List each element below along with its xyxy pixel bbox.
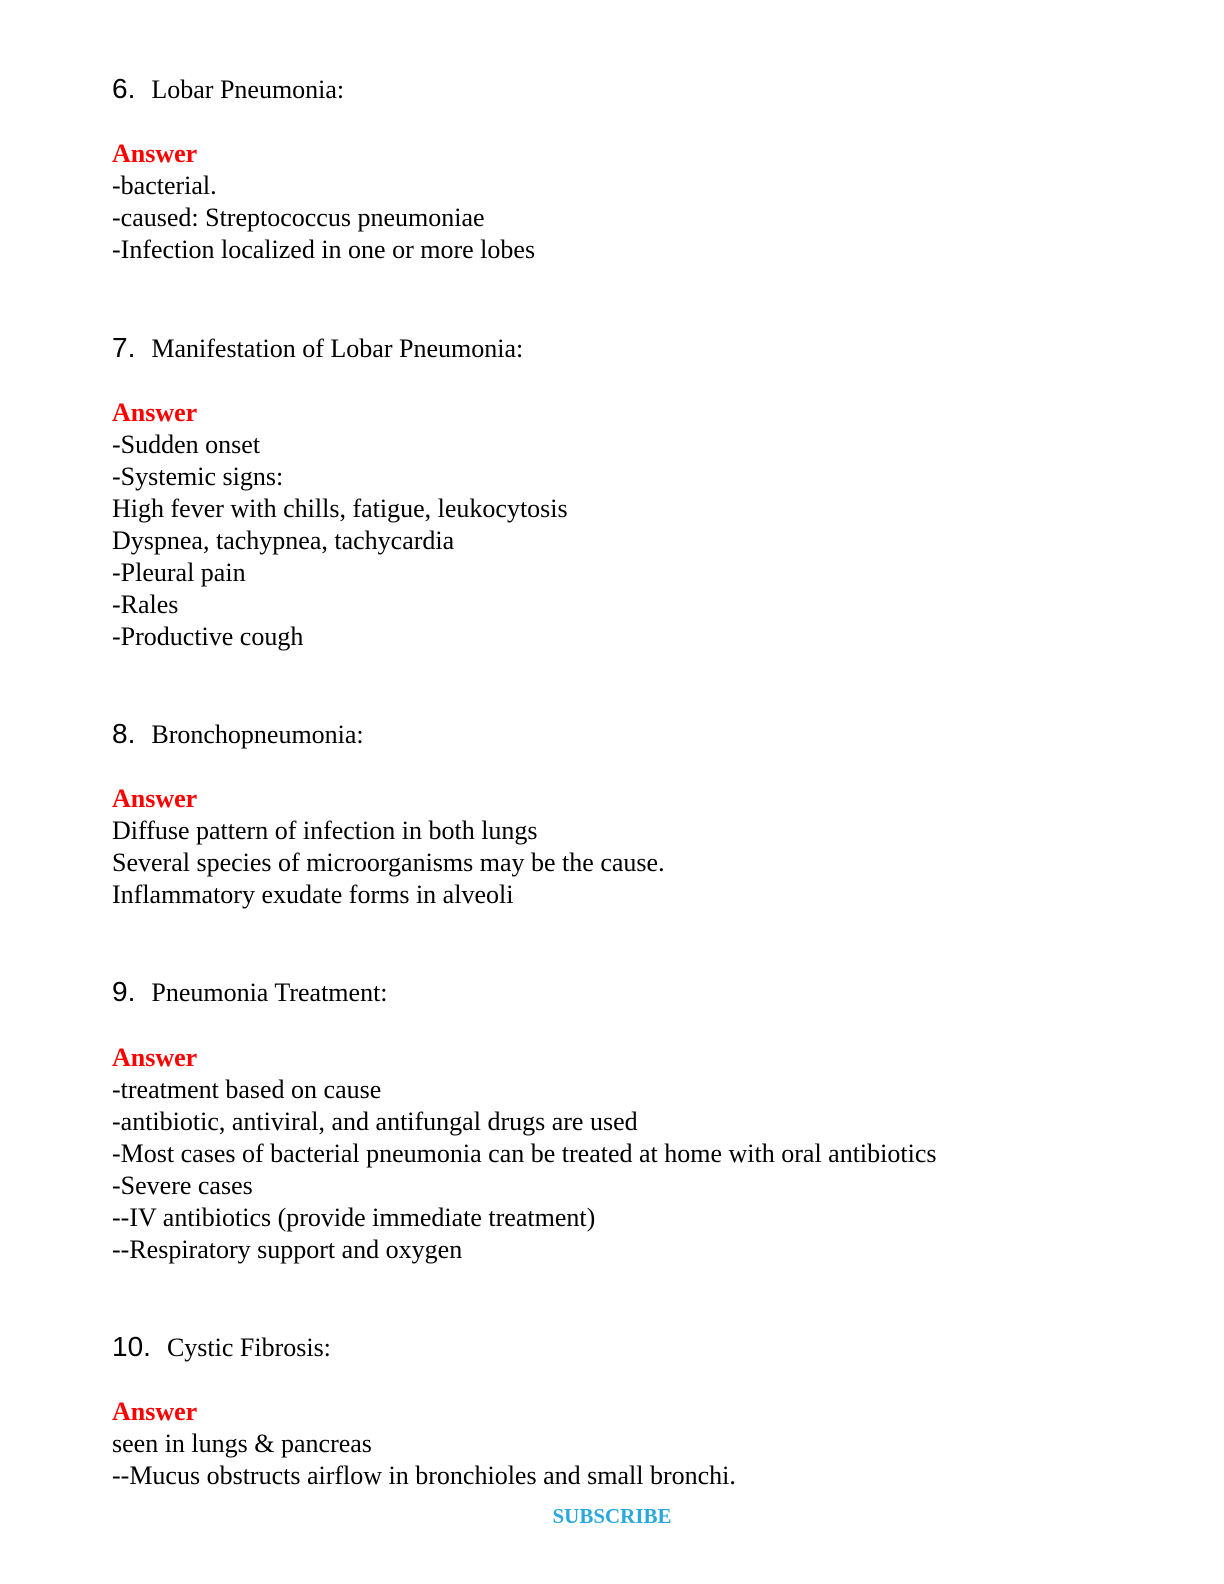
question-title: Pneumonia Treatment: [151,978,388,1007]
answer-lines [112,170,1112,266]
answer-line: Diffuse pattern of infection in both lungs [112,816,538,845]
subscribe-link[interactable]: SUBSCRIBE [552,1504,672,1528]
question-title: Bronchopneumonia: [151,720,364,749]
answer-lines [112,815,1112,911]
answer-line: -treatment based on cause [112,1075,382,1104]
answer-label: Answer [112,784,198,813]
answer-lines [112,1428,1112,1492]
question-heading [112,1331,331,1368]
answer-line: Several species of microorganisms may be the cause. [112,848,665,877]
question-number: 8. [112,718,136,749]
answer-label: Answer [112,139,198,168]
answer-line: High fever with chills, fatigue, leukocytosis [112,494,568,523]
question-title: Cystic Fibrosis: [166,1333,331,1362]
answer-line: -Sudden onset [112,430,261,459]
answer-label: Answer [112,398,198,427]
question-number: 7. [112,332,136,363]
answer-label: Answer [112,1043,198,1072]
answer-line: -Rales [112,590,179,619]
answer-block [112,397,1112,653]
answer-label: Answer [112,1397,198,1426]
answer-lines [112,429,1112,653]
question-heading [112,976,388,1013]
answer-line: Dyspnea, tachypnea, tachycardia [112,526,455,555]
answer-block [112,1042,1112,1266]
answer-line: -Systemic signs: [112,462,284,491]
answer-lines [112,1074,1112,1266]
answer-line: -Pleural pain [112,558,246,587]
answer-block [112,138,1112,266]
question-number: 10. [112,1331,151,1362]
question-heading [112,332,523,369]
answer-line: --IV antibiotics (provide immediate treatment) [112,1203,596,1232]
question-heading [112,73,344,110]
question-number: 9. [112,976,136,1007]
answer-line: -Productive cough [112,622,304,651]
answer-block [112,783,1112,911]
answer-line: -Most cases of bacterial pneumonia can be treated at home with oral antibiotics [112,1139,937,1168]
question-heading [112,718,364,755]
answer-line: -Severe cases [112,1171,253,1200]
answer-line: -caused: Streptococcus pneumoniae [112,203,485,232]
answer-line: --Mucus obstructs airflow in bronchioles and small bronchi. [112,1461,736,1490]
answer-line: -antibiotic, antiviral, and antifungal drugs are used [112,1107,638,1136]
answer-line: Inflammatory exudate forms in alveoli [112,880,514,909]
answer-line: seen in lungs & pancreas [112,1429,372,1458]
answer-line: -Infection localized in one or more lobes [112,235,536,264]
question-number: 6. [112,73,136,104]
question-title: Manifestation of Lobar Pneumonia: [151,334,524,363]
answer-line: -bacterial. [112,171,217,200]
question-title: Lobar Pneumonia: [151,75,345,104]
answer-line: --Respiratory support and oxygen [112,1235,463,1264]
answer-block [112,1396,1112,1492]
